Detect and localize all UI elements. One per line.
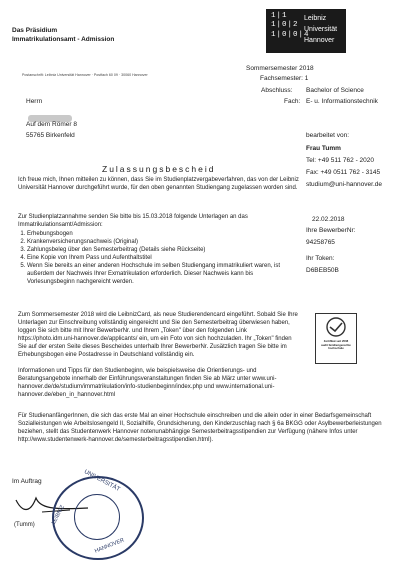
certificate-line: audit familiengerechte <box>321 342 351 347</box>
contact-email: studium@uni-hannover.de <box>306 181 382 188</box>
applicant-token-label: Ihr Token: <box>306 255 335 262</box>
applicant-nr-label: Ihre BewerberNr: <box>306 227 356 234</box>
header-admission: Immatrikulationsamt - Admission <box>12 36 115 43</box>
family-audit-certificate <box>315 313 357 364</box>
letter-date: 22.02.2018 <box>312 216 345 223</box>
document-title: Zulassungsbescheid <box>102 164 216 174</box>
certificate-line: Zertifikat seit 2008 <box>323 339 349 343</box>
leibnizcard-paragraph: Zum Sommersemester 2018 wird die LeibnizCard, als neue Studierendencard eingeführt. Sobald Sie Ihre Unterlagen zur Einschreibung vollständig eingereicht und Sie den Semesterbeitrag überwiesen haben, loggen Sie sich bitte mit Ihrer BewerberNr. und Ihrem „Token" über den folgenden Link https://photo.idm.uni-hannover.de/applicants/ ein, um ein Foto von sich hochzuladen. Ihr „Token" finden Sie auf der ersten Seite dieses Bescheides unterhalb Ihrer BewerberNr. Zusätzlich tragen Sie bitte im Erhebungsbogen eine Postadresse in Deutschland vollständig ein. <box>18 312 298 358</box>
abschluss-label: Abschluss: <box>261 87 293 94</box>
abschluss-value: Bachelor of Science <box>306 87 364 94</box>
recipient-city: 55765 Birkenfeld <box>26 132 75 139</box>
documents-list <box>19 230 297 286</box>
seal-top-text: UNIVERSITÄT <box>82 469 121 493</box>
logo-name-line: Universität <box>304 26 338 33</box>
im-auftrag: Im Auftrag <box>12 478 42 485</box>
recipient-street: Auf dem Römer 8 <box>26 121 77 128</box>
logo-mark-line: 1|1 <box>271 12 288 20</box>
list-item: 2. Krankenversicherungsnachweis (Original) <box>27 238 297 246</box>
fachsemester: Fachsemester: 1 <box>260 75 309 82</box>
applicant-token-value: D6BEB50B <box>306 267 339 274</box>
fach-value: E- u. Informationstechnik <box>306 98 378 105</box>
applicant-nr-value: 94258765 <box>306 239 335 246</box>
recipient-salutation: Herrn <box>26 98 43 105</box>
certificate-line: hochschule <box>328 346 344 351</box>
logo-mark-line: 1|0|0|4 <box>271 30 310 39</box>
logo-name <box>304 13 337 46</box>
certificate-emblem-icon <box>316 314 356 340</box>
intro-paragraph: Ich freue mich, Ihnen mitteilen zu können, dass Sie im Studienplatzvergabeverfahren, das von der Leibniz Universität Hannover durchgeführt wurde, für den oben genannten Studiengang zugelassen worden sind. <box>18 177 299 191</box>
logo-mark-line: 1|0|2 <box>271 21 299 30</box>
info-paragraph: Informationen und Tipps für den Studienbeginn, wie beispielsweise die Orientierungs- und Beratungsangebote innerhalb der Einführungsveranstaltungen finden Sie ab März unter www.uni-hannover.de/de/studium/immatrikulation/info-studienbeginn/index.php und www.international.uni-hannover.de/eben_in_hannover.html <box>18 368 277 398</box>
seal-emblem <box>74 494 120 540</box>
semester: Sommersemester 2018 <box>246 65 314 72</box>
sender-line: Postanschrift: Leibniz Universität Hannover · Postfach 60 09 · 30060 Hannover <box>22 73 148 77</box>
list-item: 3. Zahlungsbeleg über den Semesterbeitrag (Details siehe Rückseite) <box>27 246 297 254</box>
header-presidium: Das Präsidium <box>12 27 58 34</box>
students-paragraph: Für StudienanfängerInnen, die sich das erste Mal an einer Hochschule einschreiben und die allein oder in einer Bedarfsgemeinschaft Sozialleistungen wie Arbeitslosengeld II, Sozialhilfe, Grundsicherung, den Kinderzuschlag nach § 6a BKGG oder Asylbewerberleistungen beziehen, stellt das Studentenwerk Hannover notenunabhängige Semesterbeitragsstipendien zur Verfügung (nähere Infos unter http://www.studentenwerk-hannover.de/semesterbeitragsstipendien.html). <box>18 413 382 443</box>
logo-name-line: Leibniz <box>304 15 327 22</box>
university-logo <box>266 9 346 53</box>
list-item: 1. Erhebungsbogen <box>27 230 297 238</box>
contact-tel: Tel: +49 511 762 - 2020 <box>306 157 375 164</box>
logo-mark <box>271 12 310 50</box>
certificate-text <box>316 340 356 351</box>
list-item: 5. Wenn Sie bereits an einer anderen Hochschule im selben Studiengang immatrikuliert waren, ist außerdem der Nachweis Ihrer Exmatrikulation erforderlich. Dieser Nachweis kann bis Vorlesungsbeginn nachgereicht werden. <box>27 262 297 286</box>
contact-name: Frau Tumm <box>306 145 341 152</box>
list-item: 4. Eine Kopie von Ihrem Pass und Aufenthaltstitel <box>27 254 297 262</box>
documents-intro: Zur Studienplatzannahme senden Sie bitte bis 15.03.2018 folgende Unterlagen an das Immatrikulationsamt/Admission: <box>18 214 248 228</box>
contact-fax: Fax: +49 0511 762 - 3145 <box>306 169 381 176</box>
contact-label: bearbeitet von: <box>306 132 350 139</box>
seal-left-text: LEIBNIZ <box>50 504 66 526</box>
signature-name: (Tumm) <box>14 522 35 528</box>
seal-bottom-text: HANNOVER <box>94 537 126 555</box>
fach-label: Fach: <box>284 98 301 105</box>
logo-name-line: Hannover <box>304 37 335 44</box>
